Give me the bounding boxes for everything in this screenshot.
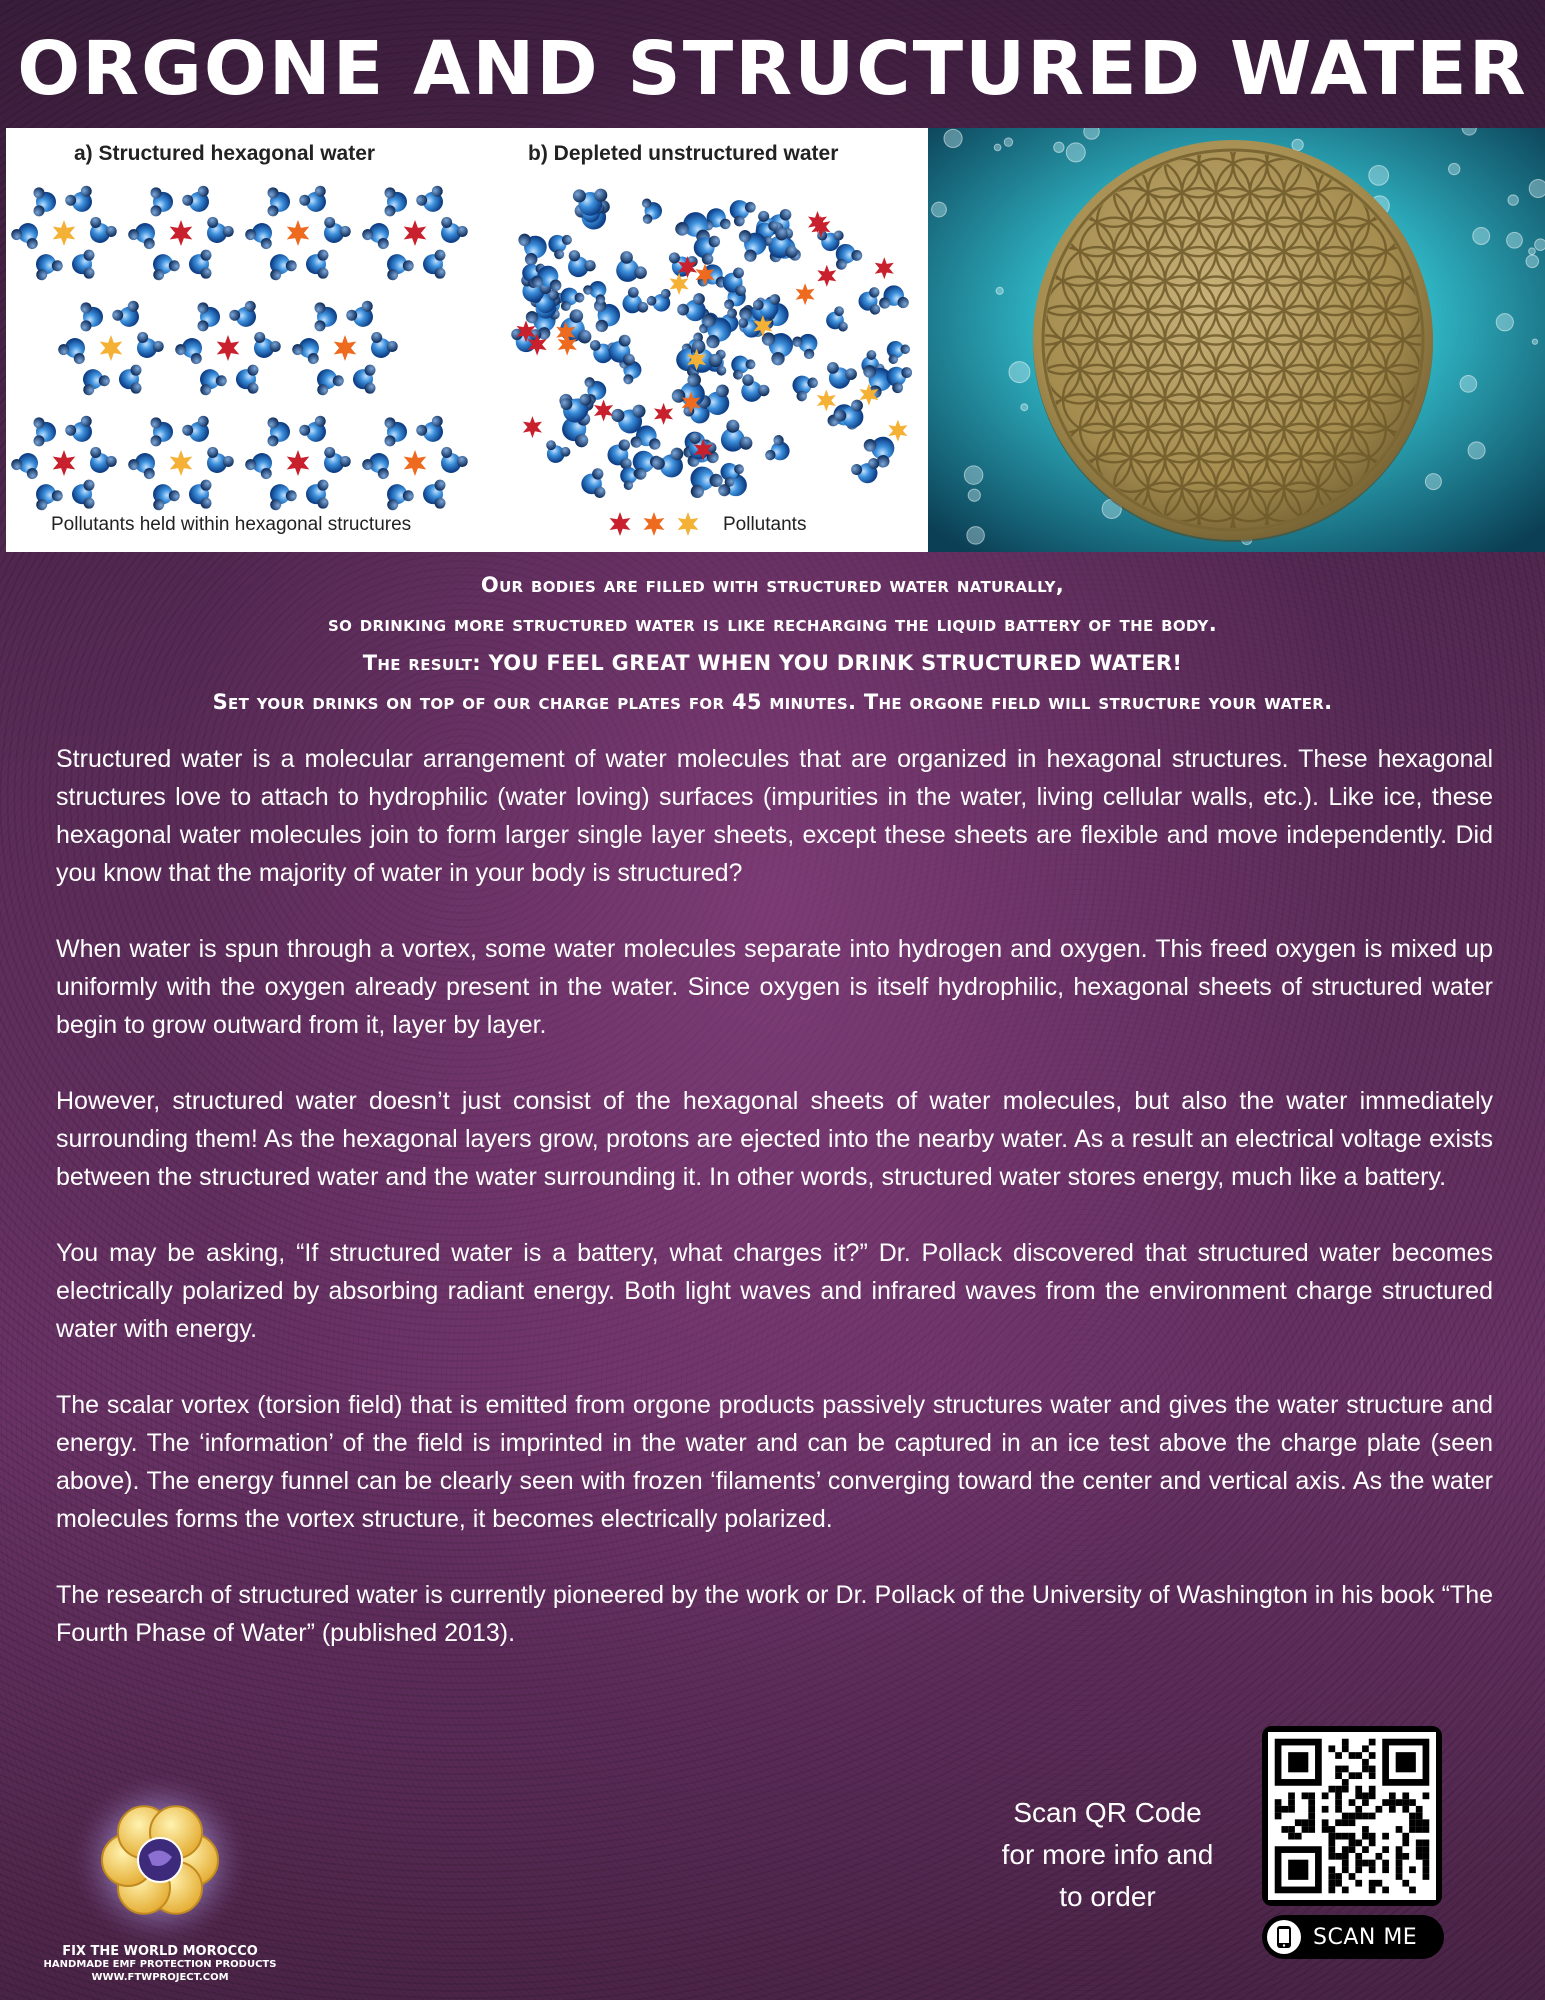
diagram-label-a: a) Structured hexagonal water	[74, 142, 376, 165]
brand-url: WWW.FTWPROJECT.COM	[91, 1972, 229, 1983]
article-body	[56, 740, 1493, 1690]
scan-me-button[interactable]	[1262, 1915, 1444, 1959]
page-title: ORGONE AND STRUCTURED WATER	[17, 26, 1528, 112]
brand-block	[40, 1945, 280, 1984]
diagram-caption-a: Pollutants held within hexagonal structures	[51, 514, 412, 535]
paragraph: You may be asking, “If structured water is a battery, what charges it?” Dr. Pollack discovered that structured water becomes electrically polarized by absorbing radiant energy. Both light waves and infrared waves from the environment charge structured water with energy.	[56, 1239, 1493, 1343]
brand-name: FIX THE WORLD MOROCCO	[62, 1944, 258, 1959]
intro-line: Our bodies are filled with structured water naturally,	[480, 573, 1065, 597]
intro-line: The result: YOU FEEL GREAT WHEN YOU DRINK STRUCTURED WATER!	[362, 651, 1183, 675]
flower-logo-icon	[60, 1765, 260, 1945]
qr-code-icon	[1268, 1732, 1436, 1900]
water-structure-diagram	[6, 128, 928, 552]
flower-of-life-plate-icon	[928, 128, 1545, 552]
intro-line: Set your drinks on top of our charge plates for 45 minutes. The orgone field will structure your water.	[212, 690, 1333, 714]
diagram-label-b: b) Depleted unstructured water	[528, 142, 839, 165]
paragraph: When water is spun through a vortex, some water molecules separate into hydrogen and oxygen. This freed oxygen is mixed up uniformly with the oxygen already present in the water. Since oxygen is itself hydrophilic, hexagonal sheets of structured water begin to grow outward from it, layer by layer.	[56, 935, 1493, 1039]
charge-plate-photo	[928, 128, 1545, 552]
brand-tagline: HANDMADE EMF PROTECTION PRODUCTS	[43, 1959, 277, 1970]
molecule-diagram-icon	[6, 128, 928, 552]
qr-code[interactable]	[1262, 1726, 1442, 1906]
paragraph: However, structured water doesn’t just consist of the hexagonal sheets of water molecules, but also the water immediately surrounding them! As the hexagonal layers grow, protons are ejected into the nearby water. As a result an electrical voltage exists between the structured water and the water surrounding it. In other words, structured water stores energy, much like a battery.	[56, 1087, 1493, 1191]
paragraph: The scalar vortex (torsion field) that is emitted from orgone products passively structures water and gives the water structure and energy. The ‘information’ of the field is imprinted in the water and can be captured in an ice test above the charge plate (seen above). The energy funnel can be clearly seen with frozen ‘filaments’ converging toward the center and vertical axis. As the water molecules forms the vortex structure, it becomes electrically polarized.	[56, 1391, 1493, 1533]
scan-me-label: SCAN ME	[1313, 1924, 1418, 1950]
scan-instructions: Scan QR Code for more info and to order	[1001, 1797, 1214, 1912]
intro-line: so drinking more structured water is like recharging the liquid battery of the body.	[327, 612, 1217, 636]
paragraph: The research of structured water is currently pioneered by the work or Dr. Pollack of the University of Washington in his book “The Fourth Phase of Water” (published 2013).	[56, 1581, 1493, 1647]
intro-block	[0, 566, 1545, 722]
brand-logo	[60, 1765, 260, 1945]
paragraph: Structured water is a molecular arrangement of water molecules that are organized in hexagonal structures. These hexagonal structures love to attach to hydrophilic (water loving) surfaces (impurities in the water, living cellular walls, etc.). Like ice, these hexagonal water molecules join to form larger single layer sheets, except these sheets are flexible and move independently. Did you know that the majority of water in your body is structured?	[56, 745, 1493, 887]
diagram-caption-b: Pollutants	[723, 514, 807, 535]
phone-icon	[1267, 1920, 1301, 1954]
